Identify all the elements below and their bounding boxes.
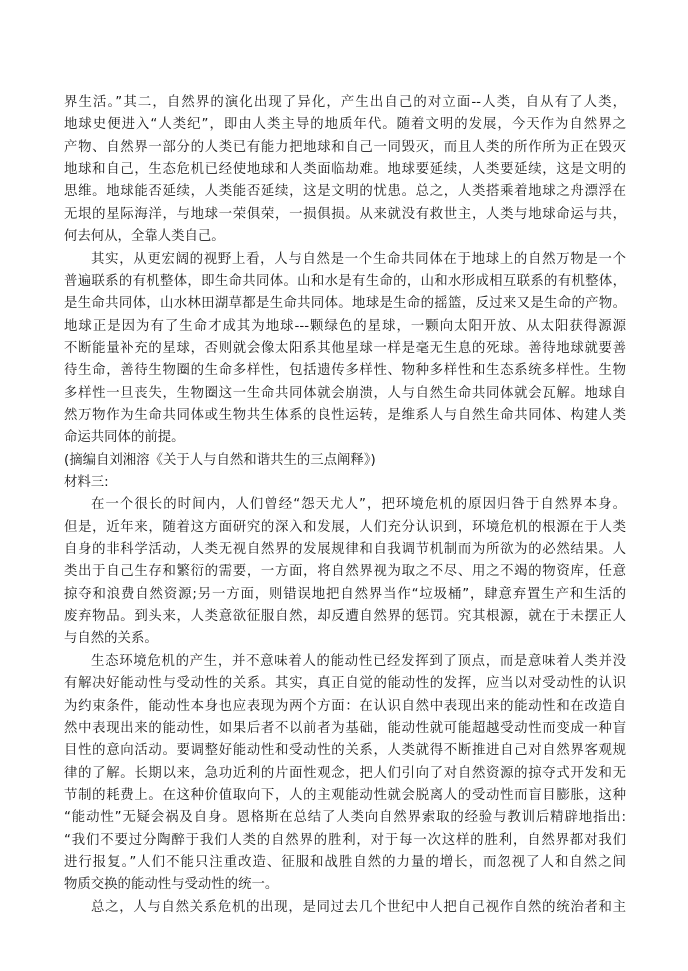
text-line: 普遍联系的有机整体，即生命共同体。山和水是有生命的，山和水形成相互联系的有机整体， — [64, 273, 626, 289]
text-line: 与自然的关系。 — [64, 631, 158, 647]
text-line: 总之，人与自然关系危机的出现，是同过去几个世纪中人把自己视作自然的统治者和主 — [91, 899, 626, 915]
text-line: 律的了解。长期以来，急功近利的片面性观念，把人们引向了对自然资源的掠夺式开发和无 — [64, 765, 626, 781]
text-line: 无垠的星际海洋，与地球一荣俱荣，一损俱损。从来就没有救世主，人类与地球命运与共， — [64, 206, 626, 222]
text-line: 何去何从，全靠人类自己。 — [64, 229, 225, 245]
text-line: 不断能量补充的星球，否则就会像太阳系其他星球一样是毫无生息的死球。善待地球就要善 — [64, 340, 626, 356]
text-line: 但是，近年来，随着这方面研究的深入和发展，人们充分认识到，环境危机的根源在于人类 — [64, 519, 626, 535]
text-line: 材料三: — [64, 475, 109, 490]
text-line: 生态环境危机的产生，并不意味着人的能动性已经发挥到了顶点，而是意味着人类并没 — [91, 653, 626, 669]
text-line: 地球史便进入“人类纪”，即由人类主导的地质年代。随着文明的发展，今天作为自然界之 — [64, 117, 626, 133]
text-line: 然万物作为生命共同体或生物共生体系的良性运转，是维系人与自然生命共同体、构建人类 — [64, 407, 626, 423]
text-line: 自身的非科学活动，人类无视自然界的发展规律和自我调节机制而为所欲为的必然结果。人 — [64, 542, 626, 557]
text-line: 掠夺和浪费自然资源;另一方面，则错误地把自然界当作“垃圾桶”，肆意弃置生产和生活的 — [64, 586, 626, 602]
text-line: 目性的意向活动。要调整好能动性和受动性的关系，人类就得不断推进自己对自然界客观规 — [64, 743, 626, 759]
text-line: (摘编自刘湘溶《关于人与自然和谐共生的三点阐释》) — [64, 452, 376, 468]
text-line: 有解决好能动性与受动性的关系。其实，真正自觉的能动性的发挥，应当以对受动性的认识 — [64, 676, 626, 692]
text-line: 多样性一旦丧失，生物圈这一生命共同体就会崩溃，人与自然生命共同体就会瓦解。地球自 — [64, 385, 626, 401]
text-line: 废弃物品。到头来，人类意欲征服自然，却反遭自然界的惩罚。究其根源，就在于未摆正人 — [64, 609, 626, 625]
text-line: 思维。地球能否延续，人类能否延续，这是文明的忧患。总之，人类搭乘着地球之舟漂浮在 — [64, 184, 626, 200]
text-line: 是生命共同体，山水林田湖草都是生命共同体。地球是生命的摇篮，反过来又是生命的产物。 — [64, 296, 626, 312]
text-line: 然中表现出来的能动性，如果后者不以前者为基础，能动性就可能超越受动性而变成一种盲 — [64, 720, 626, 736]
text-line: 界生活。”其二，自然界的演化出现了异化，产生出自己的对立面--人类，自从有了人类， — [64, 95, 626, 110]
text-line: 其实，从更宏阔的视野上看，人与自然是一个生命共同体在于地球上的自然万物是一个 — [91, 251, 626, 267]
text-line: “能动性”无疑会祸及自身。恩格斯在总结了人类向自然界索取的经验与教训后精辟地指出: — [64, 810, 626, 826]
text-line: 节制的耗费上。在这种价值取向下，人的主观能动性就会脱离人的受动性而盲目膨胀，这种 — [64, 787, 626, 803]
text-line: 进行报复。”人们不能只注重改造、征服和战胜自然的力量的增长，而忽视了人和自然之间 — [64, 854, 626, 870]
text-line: 物质交换的能动性与受动性的统一。 — [64, 877, 279, 893]
text-line: 地球正是因为有了生命才成其为地球---颗绿色的星球，一颗向太阳开放、从太阳获得源源 — [64, 318, 626, 334]
text-line: “我们不要过分陶醉于我们人类的自然界的胜利，对于每一次这样的胜利，自然界都对我们 — [64, 832, 626, 848]
text-line: 产物、自然界一部分的人类已有能力把地球和自己一同毁灭，而且人类的所作所为正在毁灭 — [64, 139, 626, 155]
text-line: 命运共同体的前提。 — [64, 430, 185, 446]
text-line: 地球和自己，生态危机已经使地球和人类面临劫难。地球要延续，人类要延续，这是文明的 — [64, 162, 626, 178]
text-line: 类出于自己生存和繁衍的需要，一方面，将自然界视为取之不尽、用之不竭的物资库，任意 — [64, 564, 626, 580]
text-line: 待生命，善待生物圈的生命多样性，包括遗传多样性、物种多样性和生态系统多样性。生物 — [64, 363, 626, 379]
text-line: 为约束条件，能动性本身也应表现为两个方面：在认识自然中表现出来的能动性和在改造自 — [64, 698, 626, 714]
text-line: 在一个很长的时间内，人们曾经“怨天尤人”，把环境危机的原因归咎于自然界本身。 — [91, 497, 626, 513]
